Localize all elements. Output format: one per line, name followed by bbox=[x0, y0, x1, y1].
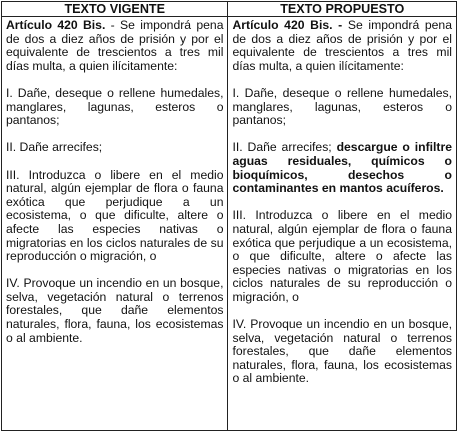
propuesto-fraccion-iv: IV. Provoque un incendio en un bosque, selva, vegetación natural o terrenos forestales, que dañe elementos naturales, flora, fauna, los ecosistemas o al ambiente. bbox=[232, 317, 452, 386]
propuesto-intro-dash: - bbox=[332, 18, 343, 32]
vigente-article-title: Artículo 420 Bis. bbox=[6, 18, 106, 32]
header-row bbox=[2, 2, 457, 17]
vigente-intro bbox=[6, 19, 223, 73]
propuesto-intro bbox=[232, 19, 452, 73]
content-row bbox=[2, 17, 457, 431]
vigente-cell bbox=[2, 17, 228, 431]
propuesto-fraccion-ii-added: descargue o infiltre aguas residuales, químicos o bioquímicos, desechos o contaminantes en mantos acuíferos. bbox=[232, 140, 453, 196]
propuesto-fraccion-i: I. Dañe, deseque o rellene humedales, manglares, lagunas, esteros o pantanos; bbox=[232, 85, 452, 128]
propuesto-cell bbox=[228, 17, 457, 431]
vigente-fraccion-iv: IV. Provoque un incendio en un bosque, selva, vegetación natural o terrenos forestales, que dañe elementos naturales, flora, fauna, los ecosistemas o al ambiente. bbox=[6, 276, 224, 345]
comparison-table bbox=[1, 1, 457, 431]
propuesto-fraccion-iii: III. Introduzca o libere en el medio natural, algún ejemplar de flora o fauna exótica que perjudique a un ecosistema, o que dificulte, altere o afecte las especies nativas o migratorias en los ciclos naturales de su reproducción o migración, o bbox=[232, 208, 452, 304]
propuesto-fraccion-ii bbox=[232, 141, 452, 195]
propuesto-fraccion-ii-text: II. Dañe arrecifes; bbox=[232, 140, 332, 155]
propuesto-article-title: Artículo 420 Bis. bbox=[232, 18, 333, 32]
header-texto-propuesto: TEXTO PROPUESTO bbox=[228, 2, 457, 17]
vigente-fraccion-ii: II. Dañe arrecifes; bbox=[6, 140, 103, 155]
vigente-fraccion-i: I. Dañe, deseque o rellene humedales, manglares, lagunas, esteros o pantanos; bbox=[6, 85, 224, 128]
propuesto-intro-text: Se impondrá pena de dos a diez años de prisión y por el equivalente de trescientos a tres mil días multa, a quien ilícitamente: bbox=[232, 18, 452, 73]
vigente-fraccion-iii: III. Introduzca o libere en el medio natural, algún ejemplar de flora o fauna exótica que perjudique a un ecosistema, o que dificulte, altere o afecte las especies nativas o migratorias en los ciclos naturales de su reproducción o migración, o bbox=[6, 167, 224, 264]
header-texto-vigente: TEXTO VIGENTE bbox=[2, 2, 228, 17]
vigente-intro-text: - Se impondrá pena de dos a diez años de prisión y por el equivalente de trescientos a tres mil días multa, a quien ilícitamente: bbox=[6, 18, 224, 73]
